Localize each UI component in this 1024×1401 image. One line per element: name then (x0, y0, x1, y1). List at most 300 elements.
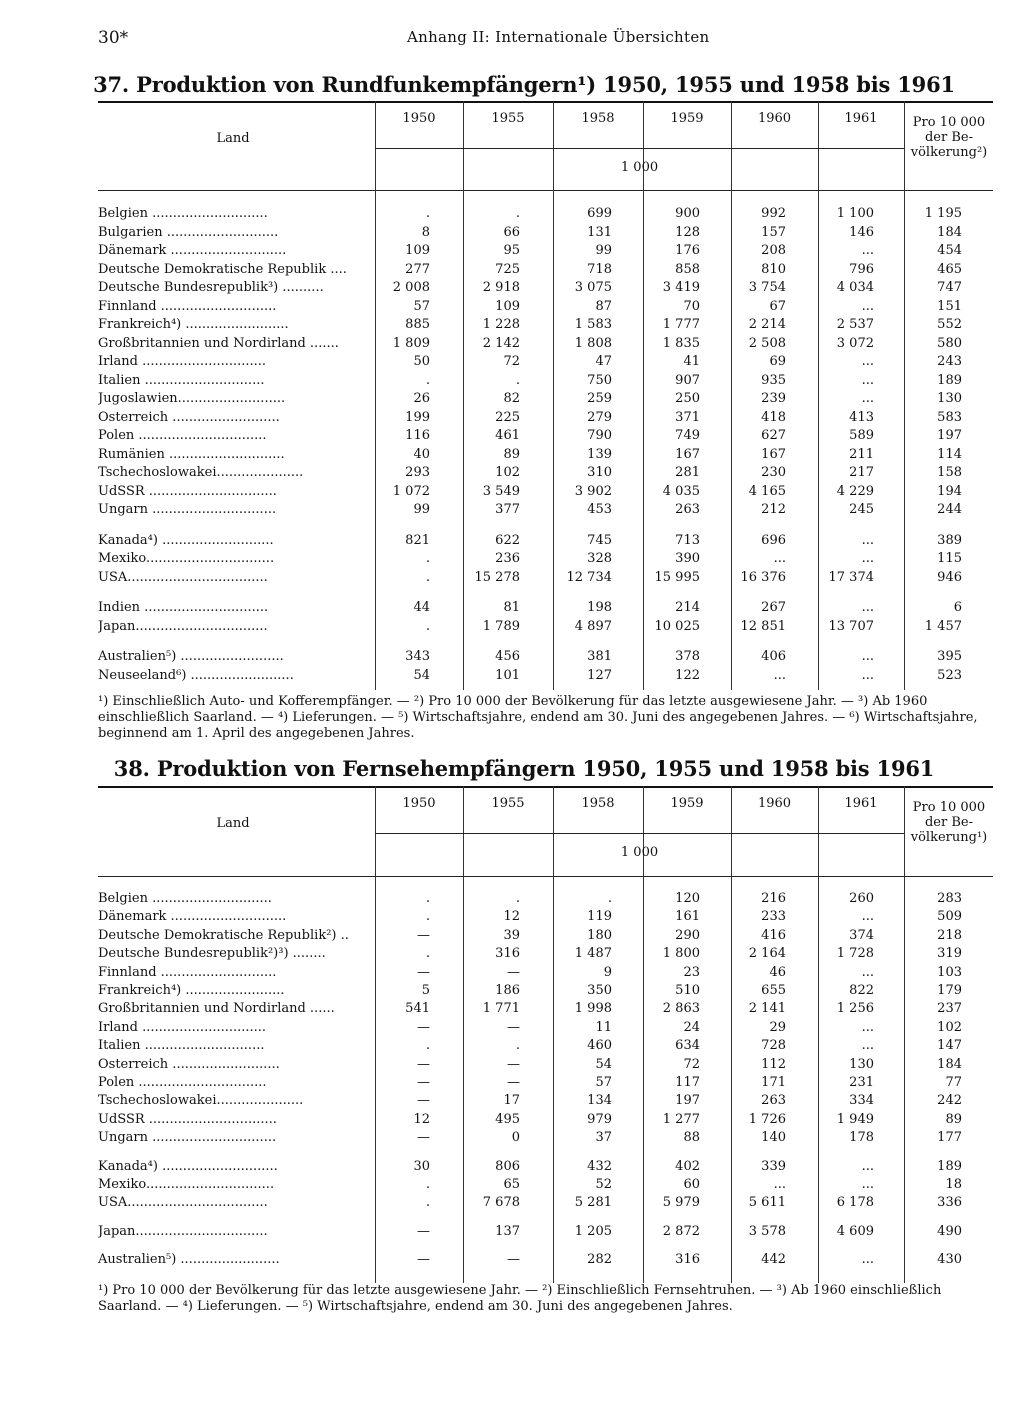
table-cell: 103 (937, 964, 962, 980)
table-37-title: 37. Produktion von Rundfunkempfängern¹) 1950, 1955 und 1958 bis 1961 (93, 72, 955, 97)
table-rule-top (98, 786, 993, 788)
table-cell: 139 (587, 446, 612, 462)
table-cell: 336 (937, 1195, 962, 1211)
table-cell: 259 (587, 391, 612, 406)
table-cell: 3 072 (836, 335, 874, 351)
row-label: Großbritannien und Nordirland ...... (98, 1001, 335, 1017)
table-cell: 713 (675, 532, 700, 548)
table-cell: 233 (761, 909, 786, 925)
table-cell: 179 (937, 983, 962, 998)
table-cell: ... (861, 964, 874, 980)
row-label: Österreich .......................... (98, 409, 280, 425)
table-cell: 418 (761, 409, 786, 425)
table-cell: 12 851 (740, 618, 786, 634)
per-capita-header: völkerung²) (910, 145, 988, 160)
table-38-title: 38. Produktion von Fernsehempfängern 1950, 1955 und 1958 bis 1961 (113, 756, 935, 781)
table-cell: 134 (587, 1093, 612, 1109)
table-cell: 810 (761, 261, 786, 277)
footnote-line: Saarland. — ⁴) Lieferungen. — ⁵) Wirtschaftsjahre, endend am 30. Juni des angegebenen Jahres. (98, 1299, 733, 1314)
table-cell: . (425, 569, 430, 585)
table-cell: ... (861, 243, 874, 258)
row-label: UdSSR ............................... (98, 483, 277, 499)
table-cell: 218 (937, 927, 962, 943)
table-cell: 236 (495, 551, 520, 566)
table-cell: 131 (587, 224, 612, 240)
year-header: 1958 (581, 111, 615, 126)
table-cell: 3 754 (748, 280, 786, 295)
table-cell: 3 419 (662, 280, 700, 295)
table-cell: — (417, 1130, 430, 1146)
page-number: 30* (98, 28, 129, 48)
row-label: Indien .............................. (98, 600, 269, 615)
per-capita-header: völkerung¹) (910, 830, 988, 845)
table-cell: 2 872 (662, 1223, 700, 1239)
table-cell: 24 (683, 1019, 700, 1035)
table-cell: 1 228 (482, 317, 520, 332)
row-label: Kanada⁴) ............................ (98, 1158, 278, 1174)
table-cell: — (417, 1075, 430, 1090)
table-cell: 747 (937, 280, 962, 295)
table-cell: 725 (495, 261, 520, 277)
row-label: Deutsche Bundesrepublik³) .......... (98, 280, 324, 295)
table-cell: 57 (413, 298, 430, 314)
table-cell: 1 100 (836, 206, 874, 221)
table-cell: 465 (937, 261, 962, 277)
table-cell: . (515, 891, 520, 906)
table-cell: 70 (683, 298, 700, 314)
table-cell: 72 (503, 354, 520, 369)
table-cell: 490 (937, 1223, 962, 1239)
table-cell: 102 (495, 465, 520, 480)
table-cell: 413 (849, 409, 874, 425)
table-cell: 127 (587, 667, 612, 683)
table-cell: 728 (761, 1038, 786, 1054)
table-cell: — (417, 1252, 430, 1268)
table-cell: 237 (937, 1001, 962, 1017)
row-label: Frankreich⁴) ......................... (98, 317, 289, 332)
table-cell: 10 025 (654, 618, 700, 634)
table-cell: 456 (495, 649, 520, 664)
table-cell: 157 (761, 224, 786, 240)
table-cell: 316 (675, 1252, 700, 1268)
row-label: Tschechoslowakei..................... (98, 1093, 304, 1109)
year-header: 1961 (844, 111, 878, 126)
table-cell: 979 (587, 1111, 612, 1127)
table-cell: 822 (849, 983, 874, 998)
table-cell: . (515, 1038, 520, 1054)
year-header: 1959 (670, 111, 704, 126)
table-cell: 1 809 (392, 335, 430, 351)
table-cell: 1 789 (482, 618, 520, 634)
table-cell: 231 (849, 1075, 874, 1090)
table-cell: 130 (937, 391, 962, 406)
row-label: Australien⁵) ........................ (98, 1252, 280, 1268)
table-cell: 95 (503, 243, 520, 258)
table-cell: 796 (849, 261, 874, 277)
row-label: Kanada⁴) ........................... (98, 532, 274, 548)
running-title: Anhang II: Internationale Übersichten (407, 28, 710, 46)
table-cell: 117 (675, 1075, 700, 1090)
row-label: Frankreich⁴) ........................ (98, 983, 285, 998)
table-cell: 432 (587, 1158, 612, 1174)
table-cell: . (425, 891, 430, 906)
table-cell: 189 (937, 372, 962, 388)
table-cell: 510 (675, 983, 700, 998)
table-cell: 81 (503, 600, 520, 615)
table-cell: ... (773, 1177, 786, 1192)
table-cell: 334 (849, 1093, 874, 1109)
row-label: Belgien ............................. (98, 891, 272, 906)
table-cell: 461 (495, 428, 520, 443)
table-cell: 935 (761, 372, 786, 388)
table-cell: ... (861, 1252, 874, 1268)
table-cell: 395 (937, 649, 962, 664)
table-cell: 12 734 (566, 569, 612, 585)
table-cell: 750 (587, 372, 612, 388)
table-cell: 1 457 (924, 618, 962, 634)
table-cell: 263 (761, 1093, 786, 1109)
table-cell: 350 (587, 983, 612, 998)
per-capita-header: Pro 10 000 (912, 115, 986, 130)
table-cell: 282 (587, 1252, 612, 1268)
table-cell: 390 (675, 551, 700, 566)
table-cell: 180 (587, 927, 612, 943)
row-label: Mexiko............................... (98, 1177, 275, 1192)
table-cell: . (425, 1195, 430, 1211)
table-cell: . (425, 206, 430, 221)
table-cell: — (417, 1019, 430, 1035)
table-cell: 15 278 (474, 569, 520, 585)
table-cell: 319 (937, 946, 962, 962)
table-cell: 243 (937, 354, 962, 369)
table-cell: 552 (937, 317, 962, 332)
table-cell: 122 (675, 667, 700, 683)
table-cell: 217 (849, 465, 874, 480)
table-cell: — (507, 1252, 520, 1268)
year-header: 1958 (581, 796, 615, 811)
table-cell: 1 998 (574, 1001, 612, 1017)
table-cell: 89 (945, 1111, 962, 1127)
table-cell: 216 (761, 891, 786, 906)
table-cell: 858 (675, 261, 700, 277)
table-cell: ... (861, 1019, 874, 1035)
unit-rule (375, 148, 904, 149)
table-cell: 40 (413, 446, 430, 462)
table-cell: 37 (595, 1130, 612, 1146)
table-cell: 821 (405, 532, 430, 548)
table-cell: 2 008 (392, 280, 430, 295)
table-cell: 197 (937, 428, 962, 443)
table-cell: 377 (495, 502, 520, 517)
table-cell: 114 (937, 446, 962, 462)
table-cell: 199 (405, 409, 430, 425)
table-cell: 885 (405, 317, 430, 332)
table-cell: 1 949 (836, 1111, 874, 1127)
table-cell: 900 (675, 206, 700, 221)
table-cell: — (417, 1223, 430, 1239)
table-cell: ... (861, 1158, 874, 1174)
table-cell: 1 777 (662, 317, 700, 332)
table-cell: 54 (413, 667, 430, 683)
table-cell: ... (773, 667, 786, 683)
table-cell: 137 (495, 1223, 520, 1239)
table-cell: 15 995 (654, 569, 700, 585)
table-cell: . (425, 946, 430, 962)
row-label: Polen ............................... (98, 428, 267, 443)
footnote-line: beginnend am 1. April des angegebenen Jahres. (98, 726, 415, 741)
table-cell: 82 (503, 391, 520, 406)
row-label: Rumänien ............................ (98, 446, 285, 462)
table-rule-top (98, 101, 993, 103)
table-cell: 12 (413, 1111, 430, 1127)
table-cell: ... (861, 909, 874, 925)
table-cell: 718 (587, 261, 612, 277)
table-cell: 47 (595, 354, 612, 369)
table-cell: 225 (495, 409, 520, 425)
table-cell: 1 487 (574, 946, 612, 962)
table-cell: 3 902 (574, 483, 612, 499)
table-cell: 208 (761, 243, 786, 258)
year-header: 1960 (757, 796, 792, 811)
table-cell: 454 (937, 243, 962, 258)
table-cell: 339 (761, 1158, 786, 1174)
table-cell: 343 (405, 649, 430, 664)
row-label: UdSSR ............................... (98, 1111, 277, 1127)
table-cell: 140 (761, 1130, 786, 1146)
table-cell: ... (861, 372, 874, 388)
year-header: 1950 (402, 111, 436, 126)
table-cell: 50 (413, 354, 430, 369)
table-cell: — (507, 964, 520, 980)
table-cell: 66 (503, 224, 520, 240)
table-cell: 67 (769, 298, 786, 314)
table-cell: 69 (769, 354, 786, 369)
table-cell: 790 (587, 428, 612, 443)
year-header: 1955 (491, 796, 525, 811)
table-cell: 89 (503, 446, 520, 462)
table-cell: 749 (675, 428, 700, 443)
table-cell: 1 808 (574, 335, 612, 351)
table-cell: 4 609 (836, 1223, 874, 1239)
table-cell: 171 (761, 1075, 786, 1090)
row-label: Jugoslawien.......................... (98, 391, 286, 406)
table-cell: 992 (761, 206, 786, 221)
table-cell: ... (773, 551, 786, 566)
footnote-line: einschließlich Saarland. — ⁴) Lieferungen. — ⁵) Wirtschaftsjahre, endend am 30. Juni des angegebenen Jahres. — ⁶) Wirtschaftsjahre, (98, 710, 978, 725)
table-cell: 52 (595, 1177, 612, 1192)
row-label: Bulgarien ........................... (98, 224, 279, 240)
table-cell: 250 (675, 391, 700, 406)
table-cell: 72 (683, 1056, 700, 1072)
table-cell: ... (861, 391, 874, 406)
table-cell: 2 214 (748, 317, 786, 332)
table-cell: 245 (849, 502, 874, 517)
table-cell: 263 (675, 502, 700, 517)
table-cell: 184 (937, 224, 962, 240)
table-cell: 655 (761, 983, 786, 998)
table-cell: 239 (761, 391, 786, 406)
table-cell: . (425, 618, 430, 634)
row-label: Deutsche Demokratische Republik .... (98, 261, 347, 277)
table-cell: — (417, 964, 430, 980)
table-cell: 583 (937, 409, 962, 425)
table-cell: 102 (937, 1019, 962, 1035)
per-capita-header: Pro 10 000 (912, 800, 986, 815)
table-cell: 1 195 (924, 206, 962, 221)
table-cell: 65 (503, 1177, 520, 1192)
row-label: Ungarn .............................. (98, 1130, 277, 1146)
table-cell: 119 (587, 909, 612, 925)
table-cell: 7 678 (482, 1195, 520, 1211)
row-label: Finnland ............................ (98, 298, 277, 314)
row-label: Italien ............................. (98, 372, 265, 388)
row-label: Japan................................ (98, 618, 268, 634)
year-header: 1950 (402, 796, 436, 811)
table-cell: 3 075 (574, 280, 612, 295)
table-cell: 151 (937, 298, 962, 314)
table-cell: 806 (495, 1158, 520, 1174)
table-cell: 371 (675, 409, 700, 425)
table-cell: 9 (603, 964, 612, 980)
table-cell: 402 (675, 1158, 700, 1174)
table-cell: 44 (413, 600, 430, 615)
row-label: Australien⁵) ......................... (98, 649, 284, 664)
table-cell: . (425, 551, 430, 566)
table-cell: 5 281 (574, 1195, 612, 1211)
table-cell: 381 (587, 649, 612, 664)
row-label: Belgien ............................ (98, 206, 268, 221)
row-label: Italien ............................. (98, 1038, 265, 1054)
table-cell: 3 549 (482, 483, 520, 499)
table-cell: 88 (683, 1130, 700, 1146)
table-cell: 189 (937, 1158, 962, 1174)
table-rule-header (98, 876, 993, 877)
table-cell: 99 (413, 502, 430, 517)
table-cell: 495 (495, 1111, 520, 1127)
table-cell: 39 (503, 927, 520, 943)
table-cell: — (417, 1056, 430, 1072)
table-cell: 2 508 (748, 335, 786, 351)
table-cell: 198 (587, 600, 612, 615)
year-header: 1955 (491, 111, 525, 126)
unit-rule (375, 833, 904, 834)
table-cell: 6 (953, 600, 962, 615)
table-cell: 11 (595, 1019, 612, 1035)
table-cell: ... (861, 1177, 874, 1192)
table-cell: 23 (683, 964, 700, 980)
table-cell: 109 (405, 243, 430, 258)
table-cell: 1 728 (836, 946, 874, 962)
row-label: Neuseeland⁶) ......................... (98, 667, 294, 683)
table-cell: 283 (937, 891, 962, 906)
table-cell: . (425, 372, 430, 388)
table-cell: 16 376 (740, 569, 786, 585)
table-cell: 109 (495, 298, 520, 314)
table-cell: 1 583 (574, 317, 612, 332)
year-header: 1960 (757, 111, 792, 126)
table-cell: 430 (937, 1252, 962, 1268)
table-cell: 541 (405, 1001, 430, 1017)
table-cell: 1 072 (392, 483, 430, 499)
table-cell: 41 (683, 354, 700, 369)
table-cell: 211 (849, 446, 874, 462)
table-cell: 453 (587, 502, 612, 517)
row-label: Großbritannien und Nordirland ....... (98, 335, 339, 351)
table-cell: 389 (937, 532, 962, 548)
table-cell: 2 918 (482, 280, 520, 295)
table-cell: 328 (587, 551, 612, 566)
table-cell: — (417, 1093, 430, 1109)
table-cell: 112 (761, 1056, 786, 1072)
table-cell: 1 277 (662, 1111, 700, 1127)
unit-label: 1 000 (620, 845, 659, 860)
table-cell: 634 (675, 1038, 700, 1054)
table-cell: 54 (595, 1056, 612, 1072)
table-cell: . (515, 372, 520, 388)
table-cell: 115 (937, 551, 962, 566)
table-cell: 5 (421, 983, 430, 998)
row-label: USA.................................. (98, 1195, 268, 1211)
footnote-line: ¹) Einschließlich Auto- und Kofferempfänger. — ²) Pro 10 000 der Bevölkerung für das letzte ausgewiesene Jahr. — ³) Ab 1960 (98, 694, 928, 709)
table-cell: 946 (937, 569, 962, 585)
row-label: Polen ............................... (98, 1075, 267, 1090)
table-cell: 186 (495, 983, 520, 998)
table-cell: 147 (937, 1038, 962, 1054)
table-cell: 17 (503, 1093, 520, 1109)
table-cell: 277 (405, 261, 430, 277)
table-cell: 316 (495, 946, 520, 962)
row-label: Irland .............................. (98, 354, 267, 369)
table-cell: 406 (761, 649, 786, 664)
table-cell: 87 (595, 298, 612, 314)
table-cell: 293 (405, 465, 430, 480)
table-cell: . (425, 1177, 430, 1192)
table-cell: 60 (683, 1177, 700, 1192)
year-header: 1961 (844, 796, 878, 811)
row-label: USA.................................. (98, 569, 268, 585)
table-cell: 184 (937, 1056, 962, 1072)
table-cell: . (425, 1038, 430, 1054)
table-cell: ... (861, 551, 874, 566)
table-cell: 281 (675, 465, 700, 480)
table-cell: 158 (937, 465, 962, 480)
per-capita-header: der Be- (924, 815, 973, 830)
row-label: Ungarn .............................. (98, 502, 277, 517)
unit-label: 1 000 (620, 160, 659, 175)
table-cell: 214 (675, 600, 700, 615)
table-cell: 509 (937, 909, 962, 925)
table-cell: 460 (587, 1038, 612, 1054)
table-cell: ... (861, 354, 874, 369)
table-cell: 1 256 (836, 1001, 874, 1017)
row-label: Dänemark ............................ (98, 243, 287, 258)
table-cell: 589 (849, 428, 874, 443)
table-cell: 176 (675, 243, 700, 258)
table-cell: 279 (587, 409, 612, 425)
table-cell: 1 800 (662, 946, 700, 962)
row-label: Dänemark ............................ (98, 909, 287, 925)
table-cell: 244 (937, 502, 962, 517)
table-cell: 29 (769, 1019, 786, 1035)
table-cell: 622 (495, 532, 520, 548)
table-cell: 99 (595, 243, 612, 258)
table-cell: 1 726 (748, 1111, 786, 1127)
table-cell: 745 (587, 532, 612, 548)
table-cell: 696 (761, 532, 786, 548)
year-header: 1959 (670, 796, 704, 811)
table-rule-header (98, 190, 993, 191)
table-cell: 116 (405, 428, 430, 443)
